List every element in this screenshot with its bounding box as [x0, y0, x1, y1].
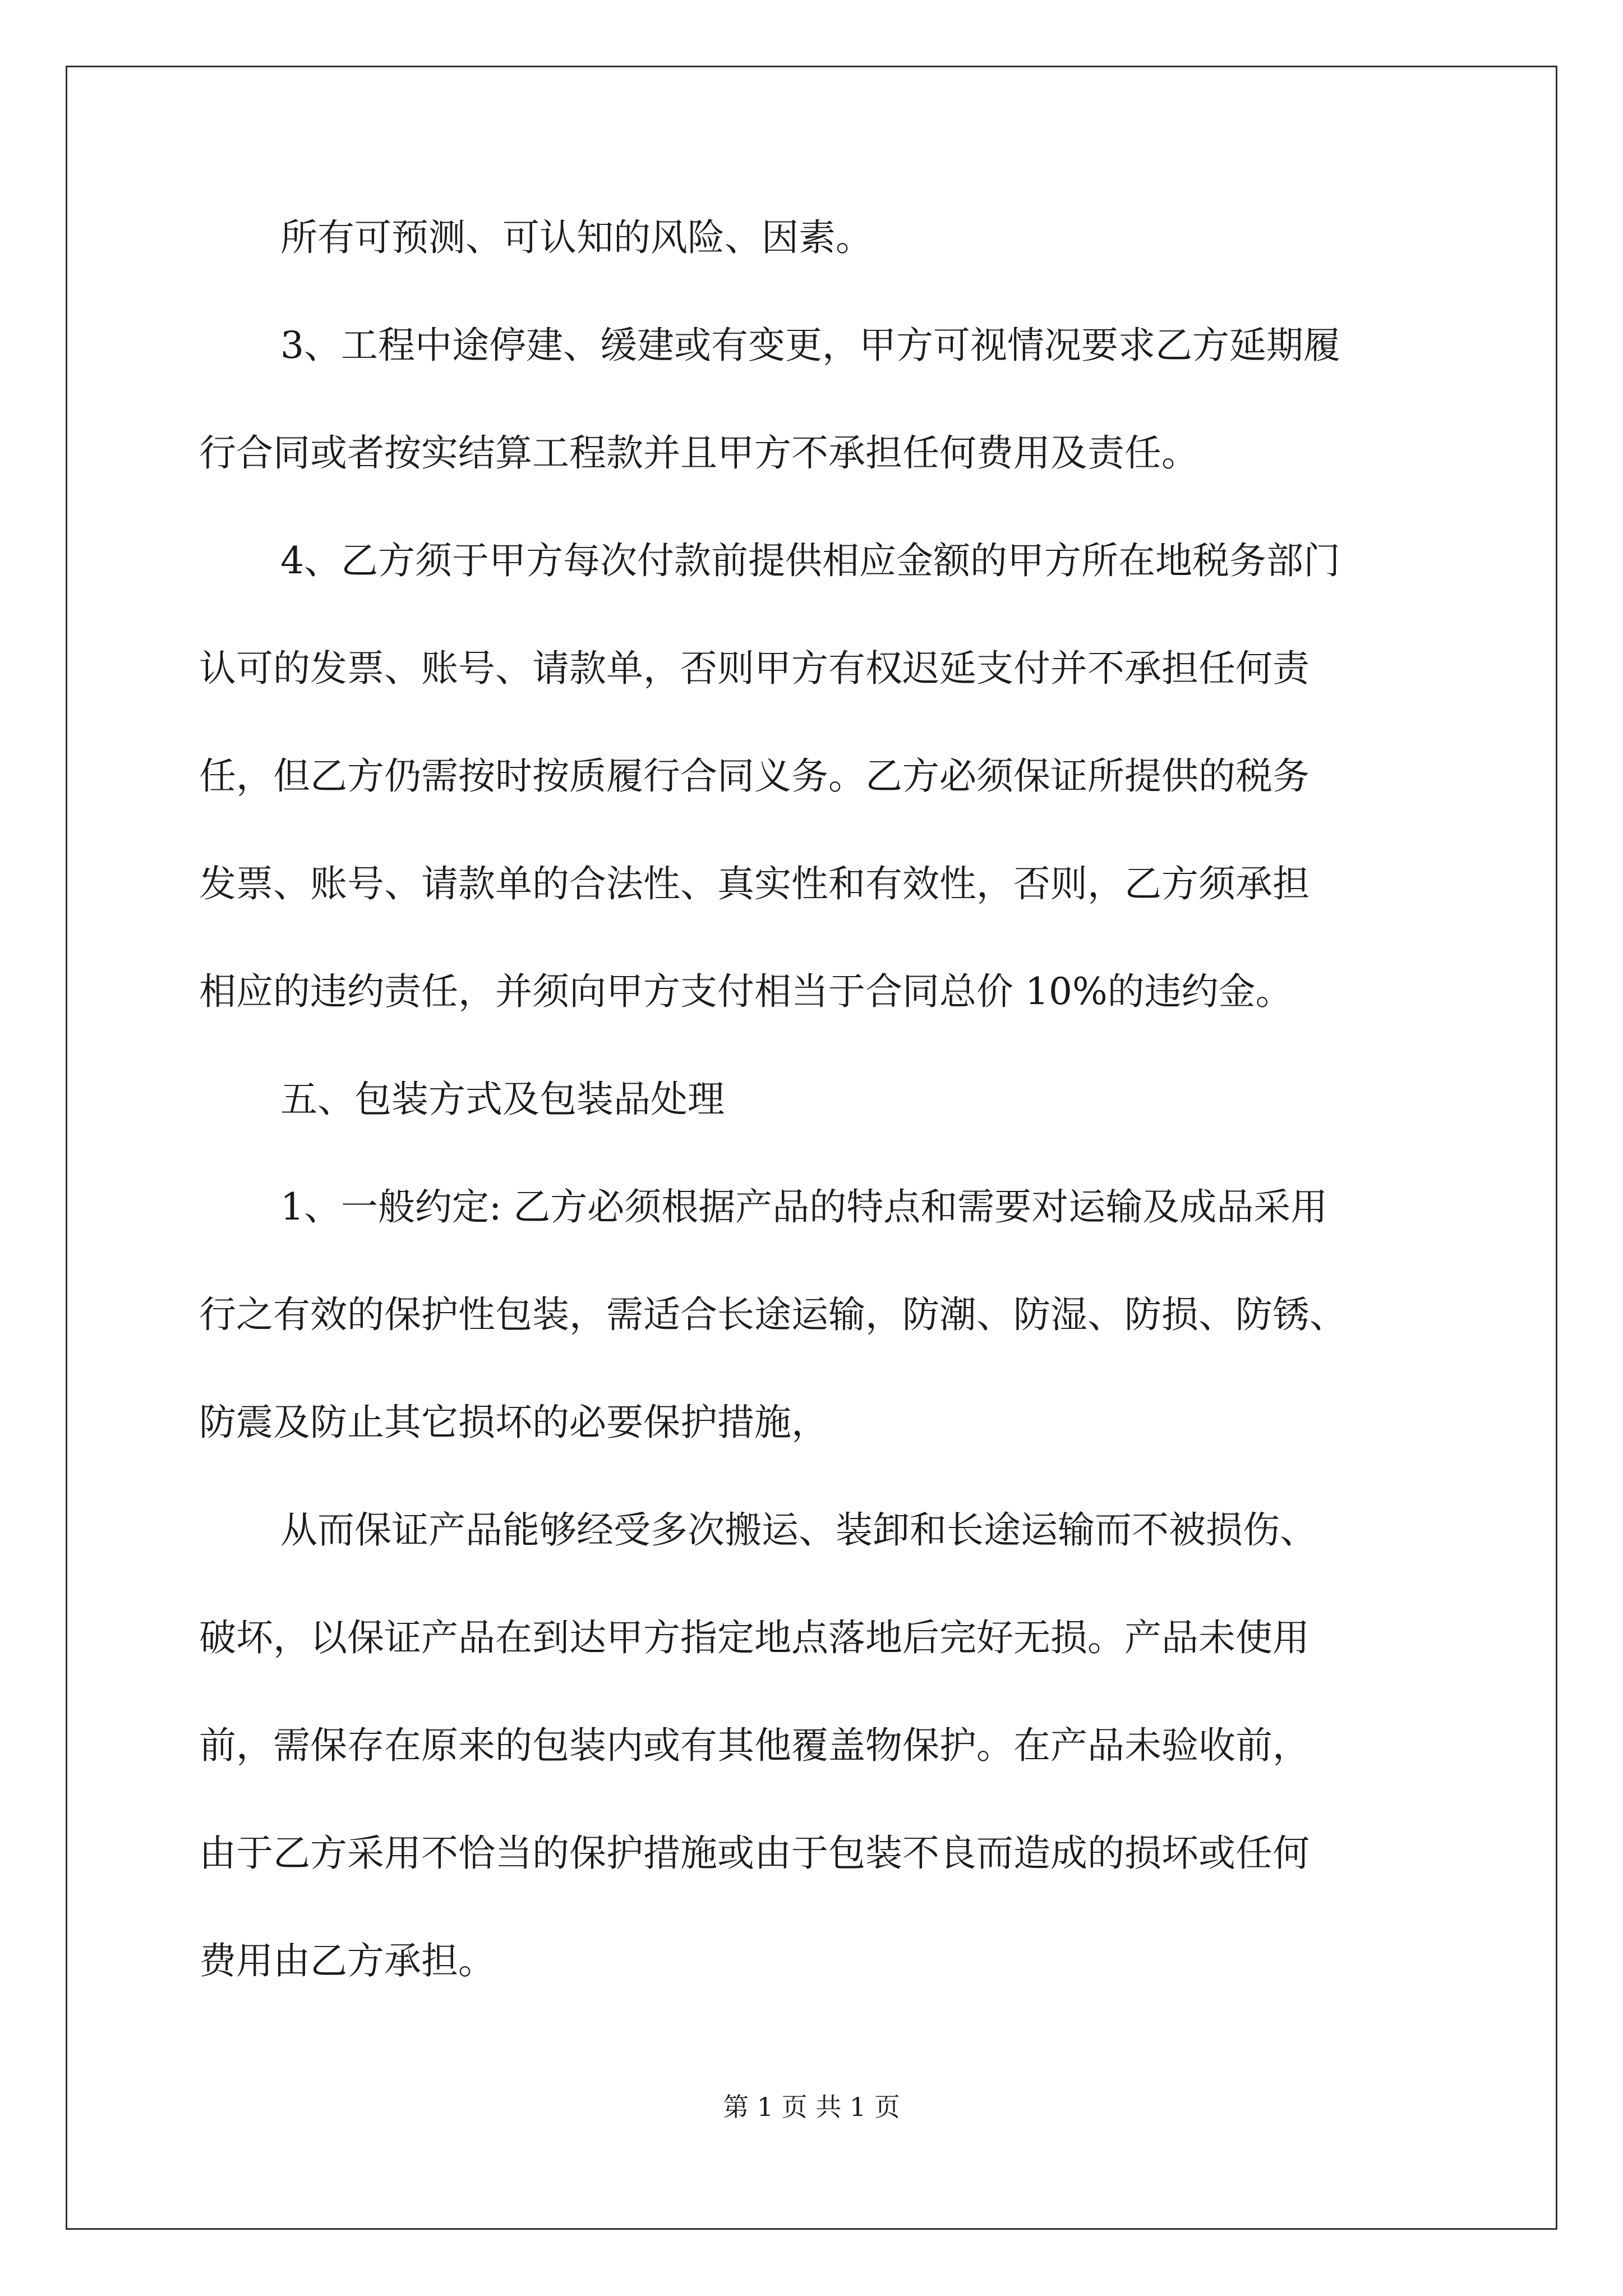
text-line: 破坏，以保证产品在到达甲方指定地点落地后完好无损。产品未使用 — [199, 1616, 1310, 1659]
text-line: 4、乙方须于甲方每次付款前提供相应金额的甲方所在地税务部门 — [280, 539, 1340, 582]
text-line: 1、一般约定: 乙方必须根据产品的特点和需要对运输及成品采用 — [280, 1185, 1328, 1228]
text-line: 从而保证产品能够经受多次搬运、装卸和长途运输而不被损伤、 — [280, 1508, 1317, 1552]
text-line: 前，需保存在原来的包装内或有其他覆盖物保护。在产品未验收前， — [199, 1724, 1310, 1767]
text-line: 任，但乙方仍需按时按质履行合同义务。乙方必须保证所提供的税务 — [199, 754, 1310, 798]
document-body — [199, 184, 1347, 2015]
text-line: 相应的违约责任，并须向甲方支付相当于合同总价 10%的违约金。 — [199, 970, 1293, 1013]
page-number-footer: 第 1 页 共 1 页 — [723, 2092, 900, 2122]
text-line: 费用由乙方承担。 — [199, 1939, 495, 1982]
section-heading: 五、包装方式及包装品处理 — [280, 1078, 725, 1121]
text-line: 3、工程中途停建、缓建或有变更，甲方可视情况要求乙方延期履 — [280, 324, 1340, 367]
text-line: 行合同或者按实结算工程款并且甲方不承担任何费用及责任。 — [199, 431, 1198, 475]
text-line: 行之有效的保护性包装，需适合长途运输，防潮、防湿、防损、防锈、 — [199, 1293, 1347, 1336]
text-line: 防震及防止其它损坏的必要保护措施， — [199, 1401, 828, 1444]
text-line: 发票、账号、请款单的合法性、真实性和有效性，否则，乙方须承担 — [199, 862, 1310, 905]
text-line: 由于乙方采用不恰当的保护措施或由于包装不良而造成的损坏或任何 — [199, 1832, 1310, 1875]
text-line: 认可的发票、账号、请款单，否则甲方有权迟延支付并不承担任何责 — [199, 647, 1310, 690]
text-line: 所有可预测、可认知的风险、因素。 — [280, 216, 873, 259]
